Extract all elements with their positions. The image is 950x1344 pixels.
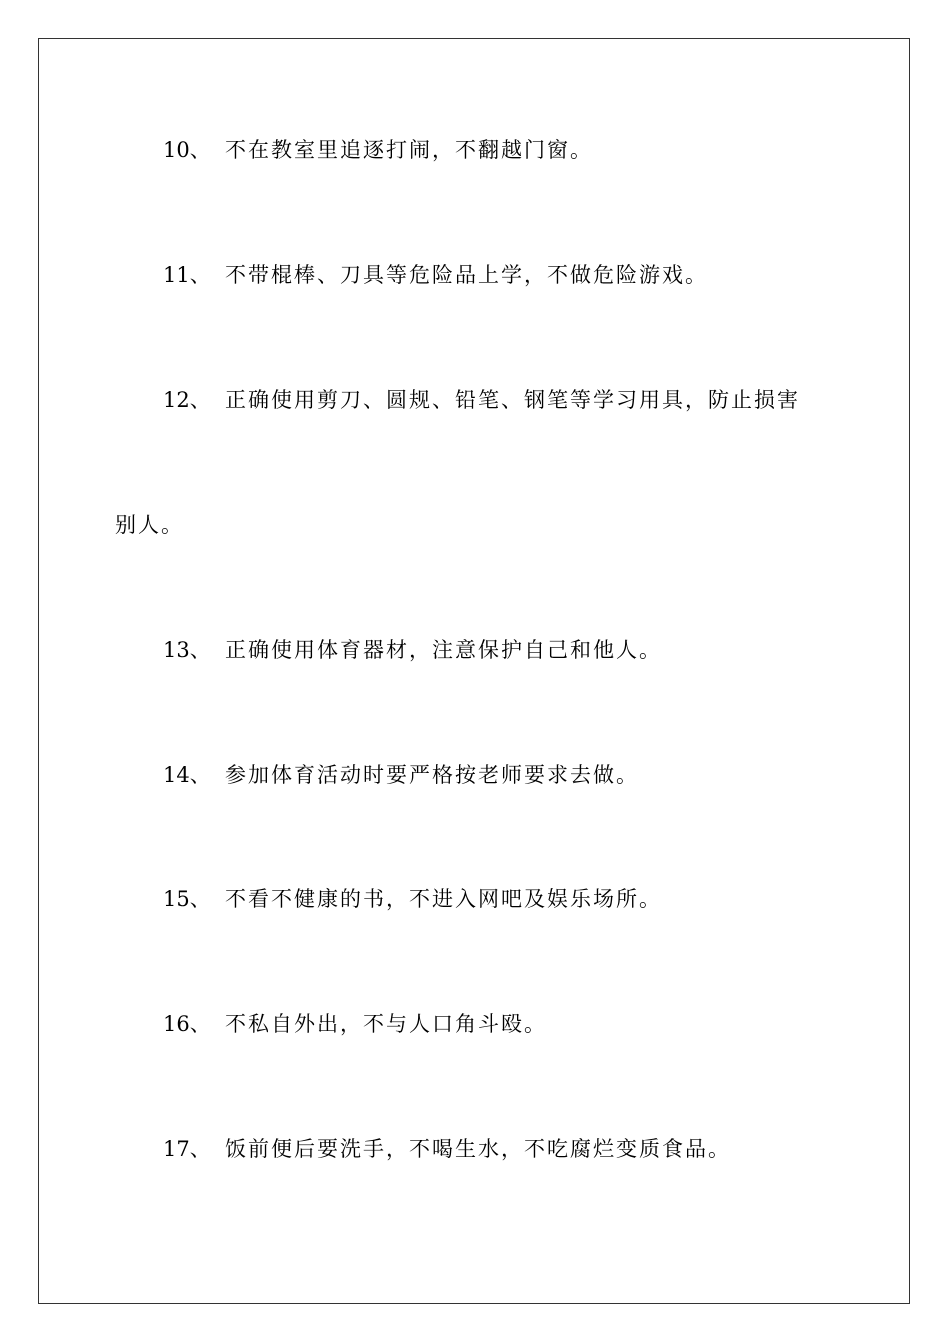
page-frame [38,38,910,1304]
rule-item-15 [163,886,662,912]
rule-text: 饭前便后要洗手，不喝生水，不吃腐烂变质食品。 [225,1137,731,1161]
rule-item-11 [163,262,708,288]
rule-number: 17、 [163,1137,211,1161]
rule-item-12 [163,387,800,413]
rule-item-17 [163,1136,731,1162]
rule-text: 参加体育活动时要严格按老师要求去做。 [225,763,639,787]
rule-item-10 [163,137,593,163]
rule-text: 正确使用剪刀、圆规、铅笔、钢笔等学习用具，防止损害 [225,388,800,412]
rule-number: 10、 [163,138,211,162]
rule-number: 13、 [163,638,211,662]
rule-number: 12、 [163,388,211,412]
rule-text: 不带棍棒、刀具等危险品上学，不做危险游戏。 [225,263,708,287]
rule-number: 16、 [163,1012,211,1036]
rule-text: 不看不健康的书，不进入网吧及娱乐场所。 [225,887,662,911]
rule-text-continuation: 别人。 [115,513,184,537]
rule-number: 11、 [163,263,211,287]
rule-item-14 [163,762,639,788]
rule-item-12-continuation [115,512,184,538]
rule-number: 14、 [163,763,211,787]
rule-item-16 [163,1011,547,1037]
rule-text: 不私自外出，不与人口角斗殴。 [225,1012,547,1036]
rule-item-13 [163,637,662,663]
rule-number: 15、 [163,887,211,911]
rule-text: 正确使用体育器材，注意保护自己和他人。 [225,638,662,662]
rule-text: 不在教室里追逐打闹，不翻越门窗。 [225,138,593,162]
